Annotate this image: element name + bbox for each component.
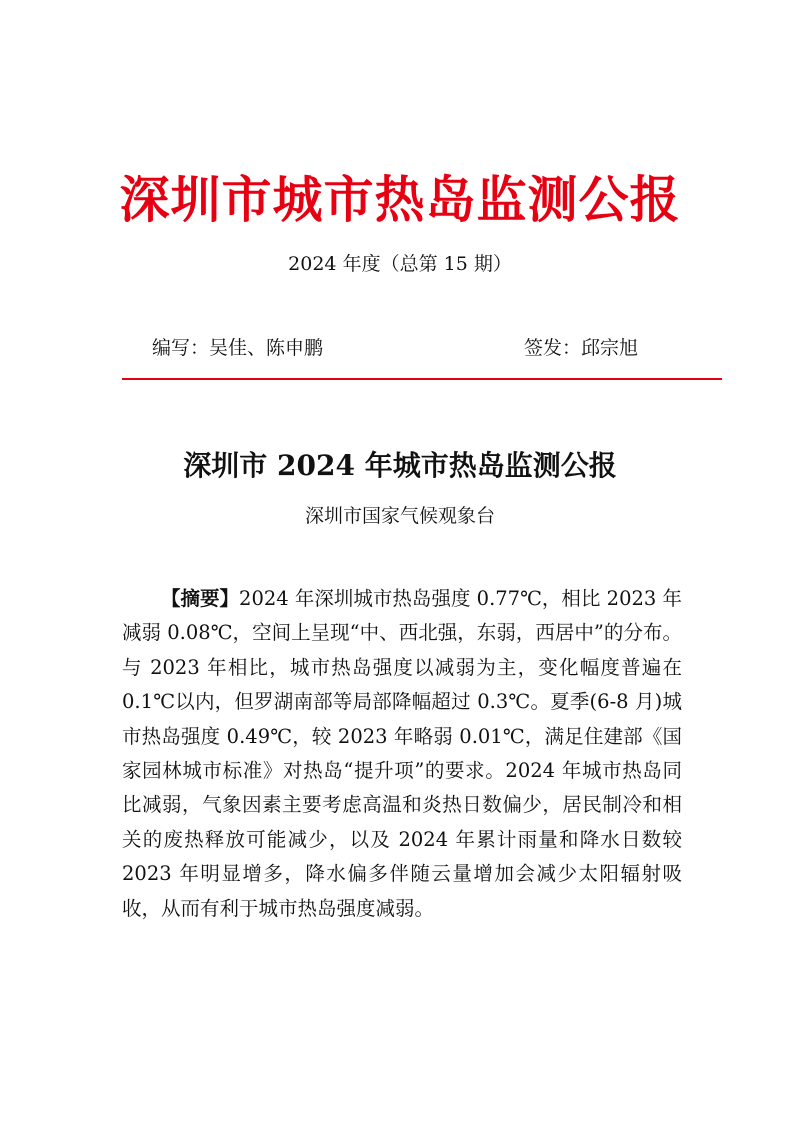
issuing-agency: 深圳市国家气候观象台 <box>304 505 495 527</box>
editors-line: 编写：吴佳、陈申鹏 <box>152 337 324 359</box>
abstract-text: 2024 年深圳城市热岛强度 0.77℃，相比 2023 年减弱 0.08℃，空间上呈现“中、西北强，东弱，西居中”的分布。与 2023 年相比，城市热岛强度以减弱为主，变化幅度普遍在 0.1℃以内，但罗湖南部等局部降幅超过 0.3℃。夏季(6-8 月)城市热岛强度 0.49℃，较 2023 年略弱 0.01℃，满足住建部《国家园林城市标准》对热岛“提升项”的要求。2024 年城市热岛同比减弱，气象因素主要考虑高温和炎热日数偏少，居民制冷和相关的废热释放可能减少，以及 2024 年累计雨量和降水日数较 2023 年明显增多，降水偏多伴随云量增加会减少太阳辐射吸收，从而有利于城市热岛强度减弱。 <box>122 587 682 920</box>
header-divider <box>122 378 722 380</box>
masthead-title: 深圳市城市热岛监测公报 <box>119 170 681 229</box>
issue-number: 2024 年度（总第 15 期） <box>288 253 512 275</box>
document-title: 深圳市 2024 年城市热岛监测公报 <box>183 449 617 482</box>
signoff-line: 签发：邱宗旭 <box>524 337 639 359</box>
abstract-label: 【摘要】 <box>161 587 240 610</box>
abstract-paragraph <box>122 582 682 926</box>
